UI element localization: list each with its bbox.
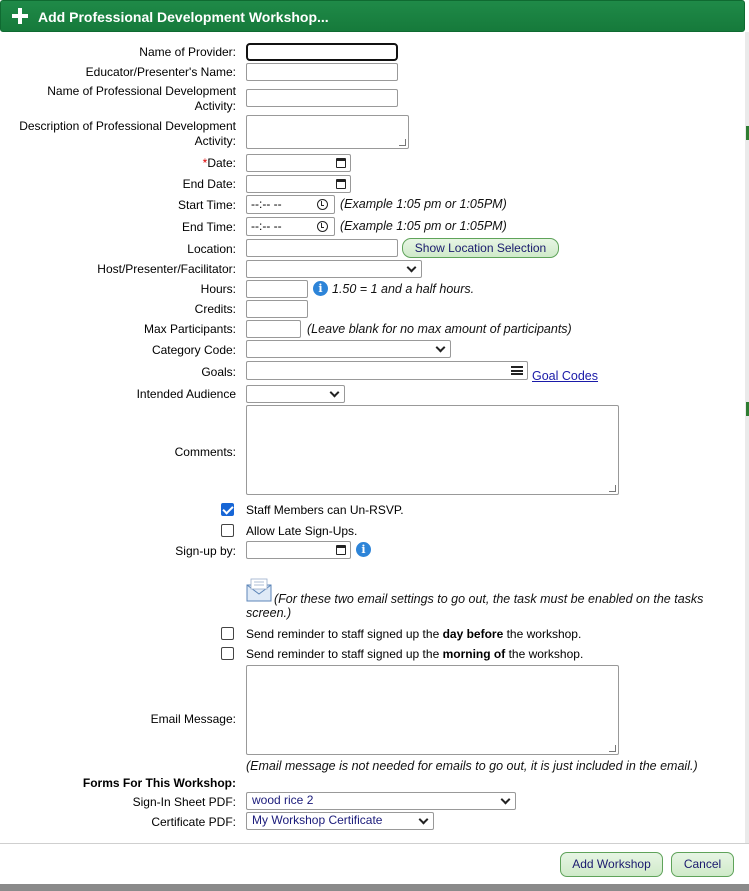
cancel-button[interactable]: Cancel bbox=[671, 852, 734, 877]
presenter-label: Educator/Presenter's Name: bbox=[85, 65, 236, 79]
dialog-title-bar bbox=[0, 0, 745, 32]
reminder-text-post: the workshop. bbox=[505, 647, 584, 661]
intended-audience-label: Intended Audience bbox=[136, 387, 236, 401]
comments-label: Comments: bbox=[174, 445, 236, 459]
add-workshop-button[interactable]: Add Workshop bbox=[560, 852, 663, 877]
category-code-select[interactable] bbox=[246, 340, 451, 358]
goals-label: Goals: bbox=[201, 365, 236, 379]
reminder-text-pre: Send reminder to staff signed up the bbox=[246, 647, 443, 661]
bottom-bar bbox=[0, 884, 749, 891]
chevron-down-icon bbox=[407, 263, 417, 273]
clock-icon[interactable] bbox=[317, 199, 328, 210]
time-placeholder: --:-- -- bbox=[251, 197, 282, 211]
resize-handle[interactable] bbox=[609, 485, 616, 492]
reminder-text-bold: day before bbox=[442, 627, 504, 641]
date-label-text: Date: bbox=[207, 156, 236, 170]
chevron-down-icon bbox=[330, 388, 340, 398]
signup-by-date-input[interactable] bbox=[246, 541, 351, 559]
chevron-down-icon bbox=[419, 815, 429, 825]
chevron-down-icon bbox=[501, 795, 511, 805]
max-participants-hint: (Leave blank for no max amount of participants) bbox=[307, 322, 572, 336]
category-code-label: Category Code: bbox=[151, 343, 236, 357]
date-input[interactable] bbox=[246, 154, 351, 172]
location-input[interactable] bbox=[246, 239, 398, 257]
resize-handle[interactable] bbox=[609, 745, 616, 752]
goals-input[interactable] bbox=[246, 361, 528, 380]
date-label bbox=[203, 156, 236, 170]
signin-pdf-value: wood rice 2 bbox=[252, 793, 314, 807]
goal-codes-link[interactable]: Goal Codes bbox=[532, 369, 599, 383]
dialog-title: Add Professional Development Workshop... bbox=[38, 9, 329, 25]
provider-input[interactable] bbox=[246, 43, 398, 61]
reminder-morning-checkbox[interactable] bbox=[221, 647, 234, 660]
end-time-label: End Time: bbox=[181, 220, 236, 234]
email-message-hint: (Email message is not needed for emails to go out, it is just included in the email.) bbox=[246, 759, 698, 773]
host-label: Host/Presenter/Facilitator: bbox=[97, 262, 236, 276]
end-time-input[interactable] bbox=[246, 217, 335, 236]
location-label: Location: bbox=[187, 242, 236, 256]
reminder-text-post: the workshop. bbox=[503, 627, 582, 641]
certificate-pdf-label: Certificate PDF: bbox=[151, 815, 236, 829]
description-textarea[interactable] bbox=[246, 115, 409, 149]
max-participants-label: Max Participants: bbox=[143, 322, 236, 336]
certificate-pdf-value: My Workshop Certificate bbox=[252, 813, 383, 827]
menu-icon[interactable] bbox=[511, 366, 523, 375]
hours-input[interactable] bbox=[246, 280, 308, 298]
start-time-input[interactable] bbox=[246, 195, 335, 214]
comments-textarea[interactable] bbox=[246, 405, 619, 495]
presenter-input[interactable] bbox=[246, 63, 398, 81]
provider-label: Name of Provider: bbox=[139, 45, 236, 59]
unrsvp-label: Staff Members can Un-RSVP. bbox=[246, 503, 404, 517]
end-date-label: End Date: bbox=[182, 177, 236, 191]
end-time-hint: (Example 1:05 pm or 1:05PM) bbox=[340, 219, 507, 233]
reminder-morning-label bbox=[246, 647, 583, 661]
info-icon[interactable]: i bbox=[356, 542, 371, 557]
activity-name-label-line2: Activity: bbox=[194, 99, 236, 113]
resize-handle[interactable] bbox=[399, 139, 406, 146]
credits-input[interactable] bbox=[246, 300, 308, 318]
calendar-icon[interactable] bbox=[336, 179, 346, 189]
activity-name-label-line1: Name of Professional Development bbox=[47, 84, 236, 98]
calendar-icon[interactable] bbox=[336, 158, 346, 168]
forms-heading: Forms For This Workshop: bbox=[82, 776, 236, 790]
info-icon[interactable]: i bbox=[313, 281, 328, 296]
description-label-line2: Activity: bbox=[194, 134, 236, 148]
time-placeholder: --:-- -- bbox=[251, 219, 282, 233]
hours-label: Hours: bbox=[200, 282, 236, 296]
late-signups-checkbox[interactable] bbox=[221, 524, 234, 537]
hours-hint: 1.50 = 1 and a half hours. bbox=[332, 282, 475, 296]
show-location-button[interactable]: Show Location Selection bbox=[402, 238, 559, 258]
activity-name-input[interactable] bbox=[246, 89, 398, 107]
right-edge-strip bbox=[745, 32, 749, 852]
reminder-text-bold: morning of bbox=[442, 647, 506, 661]
max-participants-input[interactable] bbox=[246, 320, 301, 338]
reminder-text-pre: Send reminder to staff signed up the bbox=[246, 627, 443, 641]
chevron-down-icon bbox=[436, 343, 446, 353]
late-signups-label: Allow Late Sign-Ups. bbox=[246, 524, 358, 538]
host-select[interactable] bbox=[246, 260, 422, 278]
unrsvp-checkbox[interactable] bbox=[221, 503, 234, 516]
end-date-input[interactable] bbox=[246, 175, 351, 193]
reminder-day-before-checkbox[interactable] bbox=[221, 627, 234, 640]
calendar-icon[interactable] bbox=[336, 545, 346, 555]
signin-pdf-label: Sign-In Sheet PDF: bbox=[132, 795, 236, 809]
email-settings-hint: (For these two email settings to go out, the task must be enabled on the tasks screen.) bbox=[246, 592, 704, 620]
credits-label: Credits: bbox=[194, 302, 236, 316]
email-message-label: Email Message: bbox=[150, 712, 236, 726]
clock-icon[interactable] bbox=[317, 221, 328, 232]
signin-pdf-select[interactable] bbox=[246, 792, 516, 810]
start-time-label: Start Time: bbox=[177, 198, 236, 212]
email-message-textarea[interactable] bbox=[246, 665, 619, 755]
certificate-pdf-select[interactable] bbox=[246, 812, 434, 830]
intended-audience-select[interactable] bbox=[246, 385, 345, 403]
plus-icon bbox=[12, 8, 28, 24]
required-star: * bbox=[202, 156, 208, 170]
start-time-hint: (Example 1:05 pm or 1:05PM) bbox=[340, 197, 507, 211]
description-label-line1: Description of Professional Development bbox=[19, 119, 236, 133]
signup-by-label: Sign-up by: bbox=[175, 544, 236, 558]
reminder-day-before-label bbox=[246, 627, 581, 641]
